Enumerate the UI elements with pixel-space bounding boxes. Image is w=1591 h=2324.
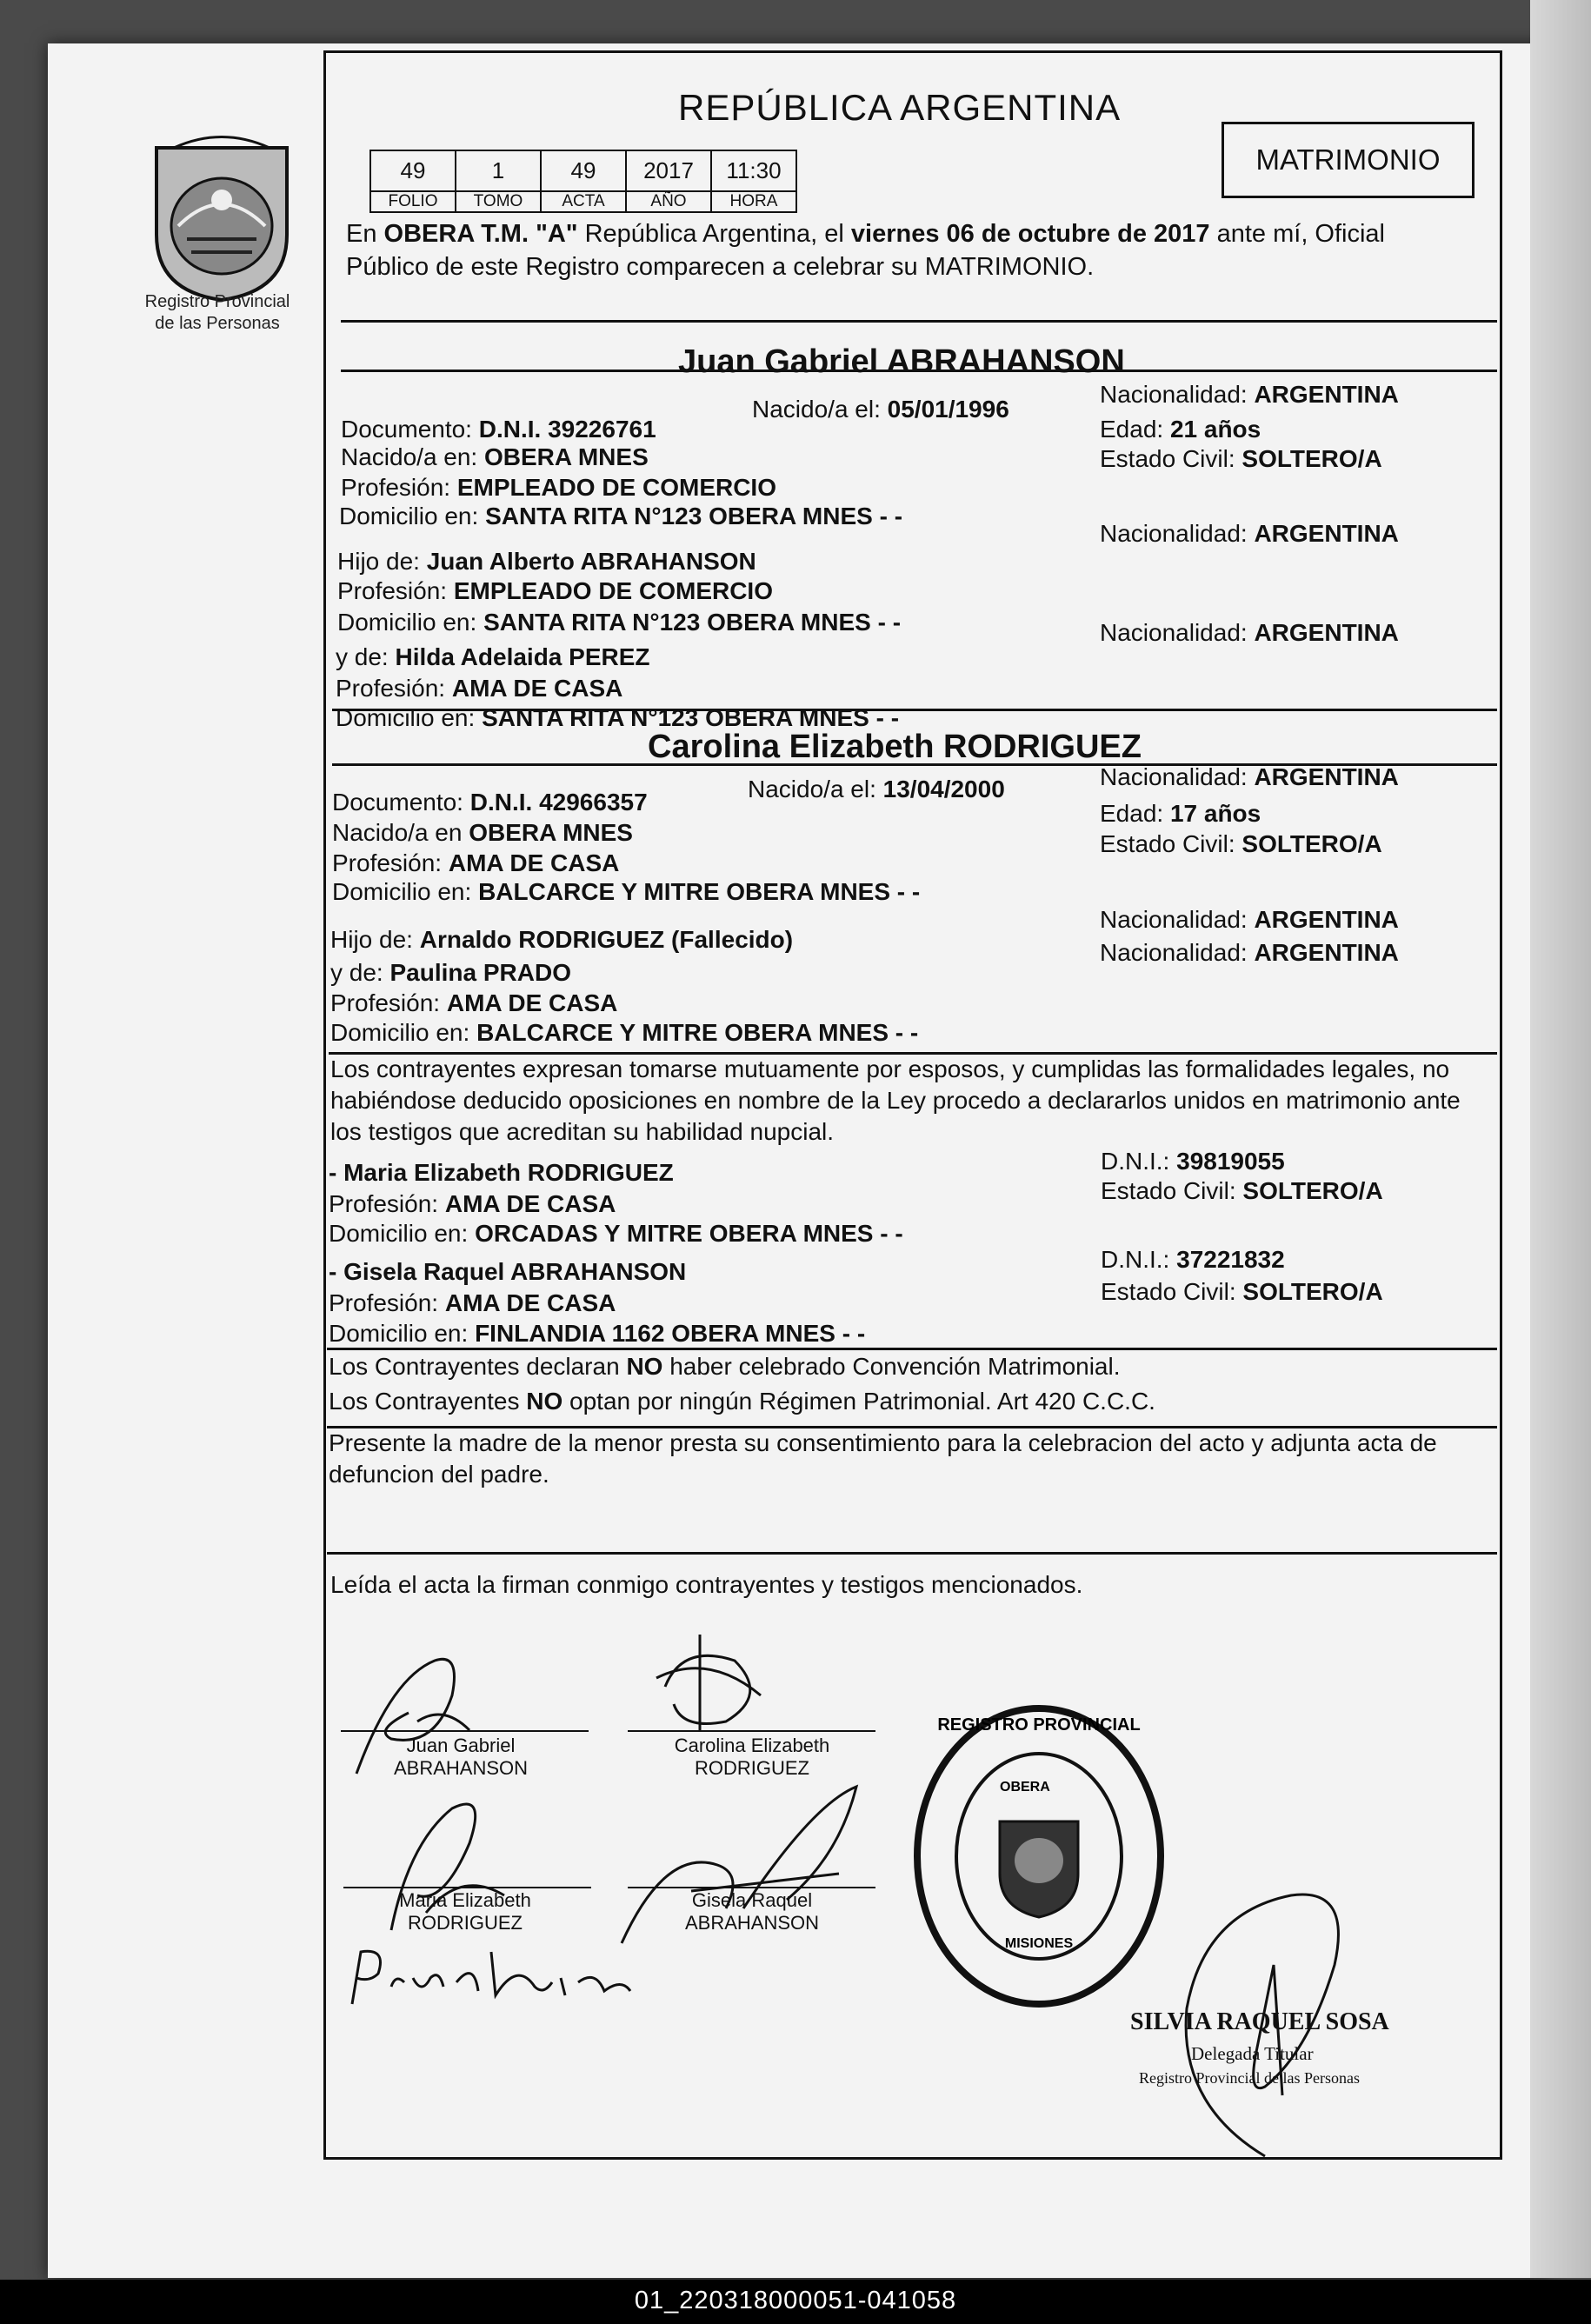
- bride-nacionalidad: Nacionalidad: ARGENTINA: [1100, 763, 1399, 790]
- intro-paragraph: En OBERA T.M. "A" República Argentina, el viernes 06 de octubre de 2017 ante mí, Oficial Público de este Registro comparecen a celebrar su MATRIMONIO.: [346, 220, 1386, 281]
- folio-label: FOLIO: [370, 191, 456, 212]
- official-name: SILVIA RAQUEL SOSA: [1130, 2008, 1389, 2035]
- bride-profesion: Profesión: AMA DE CASA: [332, 849, 620, 876]
- bride-father-nacionalidad: Nacionalidad: ARGENTINA: [1100, 906, 1399, 933]
- bride-mother-domicilio: Domicilio en: BALCARCE Y MITRE OBERA MNES - -: [330, 1019, 919, 1046]
- folio-value: 49: [370, 150, 456, 191]
- official-role: Delegada Titular: [1191, 2043, 1314, 2064]
- bride-mother-profesion: Profesión: AMA DE CASA: [330, 989, 618, 1016]
- svg-text:MISIONES: MISIONES: [1004, 1936, 1074, 1951]
- official-organization: Registro Provincial de las Personas: [1139, 2069, 1360, 2087]
- witness-1-dni: D.N.I.: 39819055: [1101, 1148, 1285, 1175]
- section-divider: [332, 709, 1497, 711]
- act-type-box: MATRIMONIO: [1222, 122, 1475, 198]
- groom-edad: Edad: 21 años: [1100, 416, 1261, 443]
- hora-value: 11:30: [711, 150, 796, 191]
- section-divider: [327, 1552, 1497, 1555]
- groom-estado-civil: Estado Civil: SOLTERO/A: [1100, 445, 1382, 472]
- witness-2-estado-civil: Estado Civil: SOLTERO/A: [1101, 1278, 1383, 1305]
- hora-label: HORA: [711, 191, 796, 212]
- svg-text:REGISTRO PROVINCIAL: REGISTRO PROVINCIAL: [937, 1715, 1141, 1735]
- witness-1-estado-civil: Estado Civil: SOLTERO/A: [1101, 1177, 1383, 1204]
- tomo-label: TOMO: [456, 191, 541, 212]
- groom-mother-profesion: Profesión: AMA DE CASA: [336, 675, 623, 702]
- convention-statement: Los Contrayentes declaran NO haber celebrado Convención Matrimonial. Los Contrayentes NO optan por ningún Régimen Patrimonial. Art 420 C.C.C.: [329, 1353, 1155, 1415]
- groom-nacido-en: Nacido/a en: OBERA MNES: [341, 443, 649, 470]
- bride-estado-civil: Estado Civil: SOLTERO/A: [1100, 830, 1382, 857]
- signature-caption-bride: Carolina Elizabeth RODRIGUEZ: [674, 1735, 830, 1779]
- groom-father-nacionalidad: Nacionalidad: ARGENTINA: [1100, 520, 1399, 547]
- bride-documento: Documento: D.N.I. 42966357: [332, 789, 648, 816]
- handwritten-prado-paulina: [343, 1943, 639, 2013]
- signature-caption-witness-2: Gisela Raquel ABRAHANSON: [684, 1889, 820, 1934]
- witness-1-domicilio: Domicilio en: ORCADAS Y MITRE OBERA MNES - -: [329, 1220, 903, 1247]
- register-table: [369, 150, 797, 213]
- signature-caption-groom: Juan Gabriel ABRAHANSON: [393, 1735, 529, 1779]
- bride-mother-nacionalidad: Nacionalidad: ARGENTINA: [1100, 939, 1399, 966]
- bride-edad: Edad: 17 años: [1100, 800, 1261, 827]
- misiones-emblem-icon: [139, 130, 304, 304]
- signature-line: [628, 1730, 875, 1732]
- groom-nacido-el: Nacido/a el: 05/01/1996: [752, 396, 1009, 423]
- bride-name: Carolina Elizabeth RODRIGUEZ: [648, 729, 1142, 765]
- document-title: REPÚBLICA ARGENTINA: [678, 87, 1122, 128]
- groom-father-domicilio: Domicilio en: SANTA RITA N°123 OBERA MNES - -: [337, 609, 902, 636]
- registry-seal-stamp: [909, 1700, 1169, 2013]
- consent-statement: Presente la madre de la menor presta su consentimiento para la celebracion del acto y adjunta acta de defuncion del padre.: [329, 1429, 1437, 1488]
- groom-profesion: Profesión: EMPLEADO DE COMERCIO: [341, 474, 776, 501]
- bride-father: Hijo de: Arnaldo RODRIGUEZ (Fallecido): [330, 926, 794, 953]
- tomo-value: 1: [456, 150, 541, 191]
- bride-mother: y de: Paulina PRADO: [330, 959, 571, 986]
- declaration-paragraph: Los contrayentes expresan tomarse mutuamente por esposos, y cumplidas las formalidades legales, no habiéndose deducido oposiciones en nombre de la Ley procedo a declararlos unidos en matrimonio ante los testigos que acreditan su habilidad nupcial.: [330, 1055, 1461, 1145]
- section-divider: [341, 370, 1497, 372]
- registro-provincial-label: Registro Provincial de las Personas: [144, 292, 290, 333]
- closing-statement: Leída el acta la firman conmigo contrayentes y testigos mencionados.: [330, 1571, 1083, 1598]
- signature-carolina-elizabeth: [630, 1626, 787, 1748]
- acta-value: 49: [541, 150, 626, 191]
- signature-caption-witness-1: Maria Elizabeth RODRIGUEZ: [399, 1889, 531, 1934]
- signature-line: [628, 1887, 875, 1888]
- witness-2-name: - Gisela Raquel ABRAHANSON: [329, 1258, 687, 1285]
- signature-line: [343, 1887, 591, 1888]
- witness-2-dni: D.N.I.: 37221832: [1101, 1246, 1285, 1273]
- page-edge: [1530, 0, 1591, 2278]
- witness-1-name: - Maria Elizabeth RODRIGUEZ: [329, 1159, 674, 1186]
- scan-id-code: 01_220318000051-041058: [634, 2287, 957, 2314]
- groom-father: Hijo de: Juan Alberto ABRAHANSON: [337, 548, 756, 575]
- groom-nacionalidad: Nacionalidad: ARGENTINA: [1100, 381, 1399, 408]
- section-divider: [341, 320, 1497, 323]
- anio-label: AÑO: [626, 191, 711, 212]
- groom-name: Juan Gabriel ABRAHANSON: [678, 343, 1125, 380]
- groom-domicilio: Domicilio en: SANTA RITA N°123 OBERA MNES - -: [339, 503, 903, 529]
- acta-label: ACTA: [541, 191, 626, 212]
- bride-nacido-el: Nacido/a el: 13/04/2000: [748, 776, 1005, 802]
- bride-domicilio: Domicilio en: BALCARCE Y MITRE OBERA MNES - -: [332, 878, 921, 905]
- groom-documento: Documento: D.N.I. 39226761: [341, 416, 656, 443]
- groom-father-profesion: Profesión: EMPLEADO DE COMERCIO: [337, 577, 773, 604]
- witness-2-profesion: Profesión: AMA DE CASA: [329, 1289, 616, 1316]
- bride-nacido-en: Nacido/a en OBERA MNES: [332, 819, 633, 846]
- svg-text:OBERA: OBERA: [1000, 1780, 1050, 1795]
- anio-value: 2017: [626, 150, 711, 191]
- groom-mother-nacionalidad: Nacionalidad: ARGENTINA: [1100, 619, 1399, 646]
- groom-mother: y de: Hilda Adelaida PEREZ: [336, 643, 650, 670]
- groom-mother-domicilio: Domicilio en: SANTA RITA N°123 OBERA MNES - -: [336, 704, 900, 731]
- witness-2-domicilio: Domicilio en: FINLANDIA 1162 OBERA MNES - -: [329, 1320, 866, 1347]
- signature-line: [341, 1730, 589, 1732]
- witness-1-profesion: Profesión: AMA DE CASA: [329, 1190, 616, 1217]
